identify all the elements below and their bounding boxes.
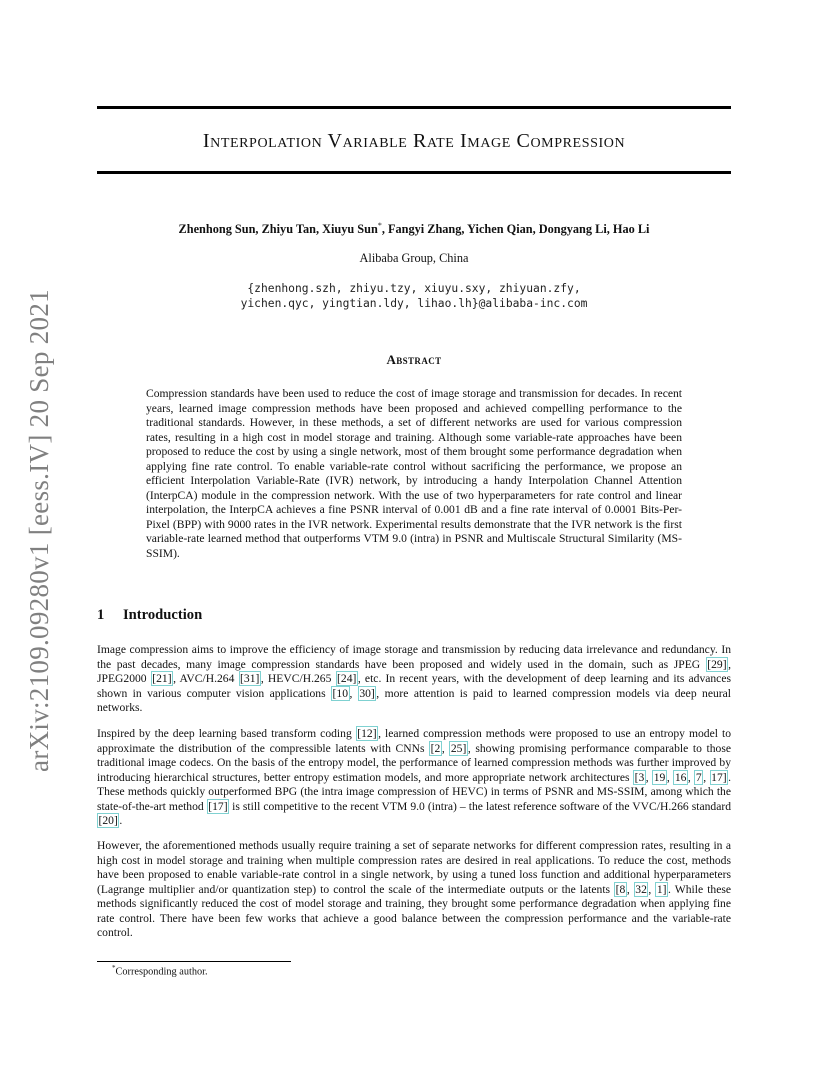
text-run: Image compression aims to improve the efficiency of image storage and transmission by reducing data irrelevance and redundancy. In the past decades, many image compression standards have been proposed and widely used in the domain, such as JPEG xyxy=(97,643,731,671)
text-run: , xyxy=(441,741,450,755)
paper-title: Interpolation Variable Rate Image Compression xyxy=(202,130,626,152)
intro-paragraph-2: Inspired by the deep learning based transform coding [12] , learned compression methods were proposed to use an entropy model to approximate the distribution of the compressible latents with CNNs [2 , 25] , showing promising performance comparable to those traditional image codecs. On the basis of the entropy model, the performance of learned compression methods was further improved by introducing hierarchical structures, better entropy estimation models, and more appropriate network architectures [3 , 19 , 16 , 7 , 17] . These methods quickly outperformed BPG (the intra image compression of HEVC) in terms of PSNR and MS-SSIM, among which the state-of-the-art method [17] is still competitive to the recent VTM 9.0 (intra) – the latest reference software of the VVC/H.266 standard [20] . xyxy=(97,727,732,827)
footnote xyxy=(112,964,208,977)
text-run: , HEVC/H.265 xyxy=(260,672,336,685)
footnote-mark: * xyxy=(112,964,116,972)
text-run: , etc. In recent years, with the development of deep learning and its advances shown in various computer vision applications xyxy=(97,672,731,700)
author-list xyxy=(97,221,731,237)
section-number: 1 xyxy=(97,607,105,623)
abstract-heading: Abstract xyxy=(386,352,442,367)
citation-link[interactable]: 30] xyxy=(359,686,375,700)
citation-link[interactable]: 1] xyxy=(656,882,667,896)
citation-link[interactable]: [20] xyxy=(98,814,118,827)
arxiv-identifier xyxy=(14,290,64,770)
text-run: , JPEG2000 xyxy=(97,657,731,685)
emails-line-2: yichen.qyc, yingtian.ldy, lihao.lh}@alibaba-inc.com xyxy=(240,297,588,310)
citation-link[interactable]: 25] xyxy=(450,741,467,755)
citation-link[interactable]: [2 xyxy=(430,741,441,755)
emails-line-1: {zhenhong.szh, zhiyu.tzy, xiuyu.sxy, zhiyuan.zfy, xyxy=(247,282,581,295)
text-run: , AVC/H.264 xyxy=(173,672,239,685)
arxiv-identifier-text: arXiv:2109.09280v1 [eess.IV] 20 Sep 2021 xyxy=(23,288,54,772)
text-run: is still competitive to the recent VTM 9.0 (intra) – the latest reference software of the VVC/H.266 standard xyxy=(229,799,731,813)
text-run: , xyxy=(349,686,358,700)
citation-link[interactable]: 7 xyxy=(695,770,702,784)
text-run: Inspired by the deep learning based transform coding xyxy=(97,727,356,740)
citation-link[interactable]: 19 xyxy=(653,770,666,784)
citation-link[interactable]: [29] xyxy=(707,657,727,671)
footnote-rule xyxy=(97,961,291,962)
text-run: , showing promising performance comparable to those traditional image codecs. On the basis of the entropy model, the performance of learned compression methods was further improved by introducing hierarchical structures, better entropy estimation models, and more appropriate network architectures xyxy=(97,741,732,784)
citation-link[interactable]: [12] xyxy=(357,727,377,740)
citation-link[interactable]: [3 xyxy=(634,770,645,784)
text-run: . These methods quickly outperformed BPG (the intra image compression of HEVC) in terms of PSNR and MS-SSIM, among which the state-of-the-art method xyxy=(97,770,732,813)
affiliation: Alibaba Group, China xyxy=(359,251,469,265)
title-rule-bottom xyxy=(97,171,731,174)
corresponding-author-mark: * xyxy=(377,221,382,230)
text-run: , more attention is paid to learned compression models via deep neural networks. xyxy=(97,686,732,714)
author-emails xyxy=(97,281,731,311)
section-heading-introduction xyxy=(97,607,202,624)
section-title: Introduction xyxy=(123,607,203,623)
citation-link[interactable]: [8 xyxy=(615,882,626,896)
citation-link[interactable]: [24] xyxy=(337,672,357,685)
footnote-text: Corresponding author. xyxy=(115,966,208,978)
authors-first: Zhenhong Sun, Zhiyu Tan, Xiuyu Sun xyxy=(178,222,378,237)
authors-rest: , Fangyi Zhang, Yichen Qian, Dongyang Li, Hao Li xyxy=(381,222,650,237)
intro-paragraph-3: However, the aforementioned methods usually require training a set of separate networks for different compression rates, resulting in a high cost in model storage and training when multiple compression rates are desired in real applications. To reduce the cost, methods have been proposed to enable variable-rate control in a single network, by using a tuned loss function and additional hyperparameters (Lagrange multiplier and/or quantization step) to control the scale of the intermediate outputs or the latents [8 , 32 , 1] . While these methods significantly reduced the cost of model storage and training, they brought some performance degradation when applying fine rate control. There have been few works that achieve a good balance between the compression performance and the variable-rate control. xyxy=(97,839,732,939)
title-rule-top xyxy=(97,106,731,109)
text-run: , learned compression methods were proposed to use an entropy model to approximate the distribution of the compressible latents with CNNs xyxy=(97,727,732,755)
text-run: . xyxy=(119,814,123,827)
citation-link[interactable]: [17] xyxy=(208,799,228,813)
citation-link[interactable]: [31] xyxy=(240,672,260,685)
intro-paragraph-1 xyxy=(97,643,731,716)
citation-link[interactable]: [10 xyxy=(332,686,348,700)
abstract-text: Compression standards have been used to reduce the cost of image storage and transmission for decades. In recent years, learned image compression methods have been proposed and achieved compelling performance to the traditional standards. However, in these methods, a set of different networks are used for various compression rates, resulting in a high cost in model storage and training. Although some variable-rate approaches have been proposed to reduce the cost by using a single network, most of them brought some performance degradation when applying fine rate control. To enable variable-rate control without sacrificing the performance, we propose an efficient Interpolation Variable-Rate (IVR) network, by introducing a handy Interpolation Channel Attention (InterpCA) module in the compression network. With the use of two hyperparameters for rate control and linear interpolation, the InterpCA achieves a fine PSNR interval of 0.001 dB and a fine rate interval of 0.0001 Bits-Per-Pixel (BPP) with 9000 rates in the IVR network. Experimental results demonstrate that the IVR network is the first variable-rate learned method that outperforms VTM 9.0 (intra) in PSNR and Multiscale Structural Similarity (MS-SSIM). xyxy=(146,387,682,560)
citation-link[interactable]: 32 xyxy=(635,882,647,896)
citation-link[interactable]: 17] xyxy=(711,770,727,784)
citation-link[interactable]: 16 xyxy=(674,770,687,784)
text-run: However, the aforementioned methods usually require training a set of separate networks for different compression rates, resulting in a high cost in model storage and training when multiple compression rates are desired in real applications. To reduce the cost, methods have been proposed to enable variable-rate control in a single network, by using a tuned loss function and additional hyperparameters (Lagrange multiplier and/or quantization step) to control the scale of the intermediate outputs or the latents xyxy=(97,839,731,896)
text-run: . While these methods significantly reduced the cost of model storage and training, they brought some performance degradation when applying fine rate control. There have been few works that achieve a good balance between the compression performance and the variable-rate control. xyxy=(97,882,732,939)
citation-link[interactable]: [21] xyxy=(152,672,172,685)
